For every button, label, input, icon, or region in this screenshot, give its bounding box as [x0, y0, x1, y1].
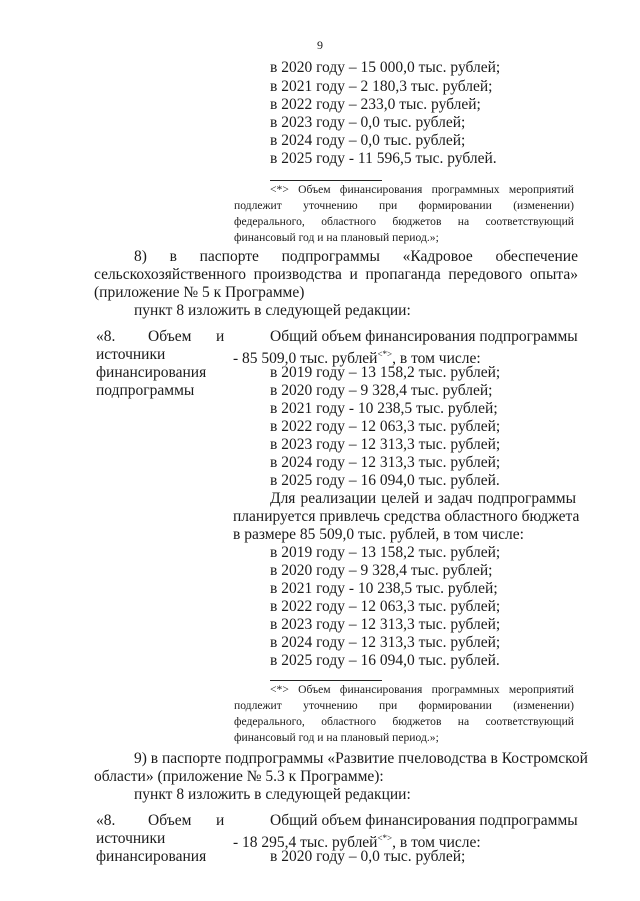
row-number: «8.: [96, 328, 116, 345]
item9-instruction: пункт 8 изложить в следующей редакции:: [134, 786, 411, 803]
row-label: источники: [96, 346, 166, 363]
item8-instruction: пункт 8 изложить в следующей редакции:: [134, 302, 411, 319]
goal-line: планируется привлечь средства областного бюджета: [233, 508, 580, 525]
year-line: в 2021 году - 10 238,5 тыс. рублей;: [270, 400, 498, 417]
goal-line: в размере 85 509,0 тыс. рублей, в том числе:: [233, 526, 524, 543]
item8-line: (приложение № 5 к Программе): [94, 284, 305, 301]
year-line: в 2021 году - 10 238,5 тыс. рублей;: [270, 580, 498, 597]
page-number: 9: [317, 38, 323, 52]
row-label: и: [216, 328, 225, 345]
footnote-mark: <*>: [377, 833, 393, 843]
goal-line: Для реализации целей и задач подпрограммы: [270, 490, 576, 507]
footnote-rule: [270, 180, 382, 181]
item9-line: области» (приложение № 5.3 к Программе):: [94, 768, 384, 785]
total-line: - 85 509,0 тыс. рублей<*>, в том числе:: [233, 349, 481, 367]
item8-heading: 8) в паспорте подпрограммы «Кадровое обеспечение: [134, 248, 578, 265]
footnote-line: федерального, областного бюджетов на соответствующий: [234, 215, 574, 228]
footnote-line: <*> Объем финансирования программных мероприятий: [270, 683, 574, 696]
footnote-line: <*> Объем финансирования программных мероприятий: [270, 183, 574, 196]
year-line: в 2020 году – 9 328,4 тыс. рублей;: [270, 562, 493, 579]
item9-heading: 9) в паспорте подпрограммы «Развитие пчеловодства в Костромской: [134, 750, 588, 767]
total-line: Общий объем финансирования подпрограммы: [270, 812, 578, 829]
year-line: в 2025 году – 16 094,0 тыс. рублей.: [270, 472, 500, 489]
footnote-line: подлежит уточнению при формировании (изменении): [234, 199, 574, 212]
year-line: в 2023 году – 12 313,3 тыс. рублей;: [270, 436, 501, 453]
year-line: в 2024 году – 0,0 тыс. рублей;: [270, 132, 466, 149]
row-label: Объем: [148, 328, 192, 345]
year-line: в 2023 году – 12 313,3 тыс. рублей;: [270, 616, 501, 633]
year-line: в 2020 году – 15 000,0 тыс. рублей;: [270, 59, 501, 76]
footnote-mark: <*>: [377, 349, 393, 359]
year-line: в 2020 году – 9 328,4 тыс. рублей;: [270, 382, 493, 399]
row-label: источники: [96, 830, 166, 847]
year-line: в 2024 году – 12 313,3 тыс. рублей;: [270, 634, 501, 651]
item8-line: сельскохозяйственного производства и пропаганда передового опыта»: [94, 266, 578, 283]
year-line: в 2019 году – 13 158,2 тыс. рублей;: [270, 364, 501, 381]
year-line: в 2023 году – 0,0 тыс. рублей;: [270, 114, 466, 131]
year-line: в 2025 году - 11 596,5 тыс. рублей.: [270, 150, 497, 167]
year-line: в 2024 году – 12 313,3 тыс. рублей;: [270, 454, 501, 471]
footnote-line: подлежит уточнению при формировании (изменении): [234, 699, 574, 712]
footnote-line: федерального, областного бюджетов на соответствующий: [234, 715, 574, 728]
row-label: подпрограммы: [96, 382, 195, 399]
footnote-line: финансовый год и на плановый период.»;: [234, 231, 439, 244]
year-line: в 2021 году – 2 180,3 тыс. рублей;: [270, 78, 493, 95]
row-label: Объем: [148, 812, 192, 829]
total-line: Общий объем финансирования подпрограммы: [270, 328, 578, 345]
year-line: в 2019 году – 13 158,2 тыс. рублей;: [270, 544, 501, 561]
year-line: в 2022 году – 12 063,3 тыс. рублей;: [270, 418, 501, 435]
footnote-line: финансовый год и на плановый период.»;: [234, 731, 439, 744]
year-line: в 2025 году – 16 094,0 тыс. рублей.: [270, 652, 500, 669]
row-label: и: [216, 812, 225, 829]
total-line: - 18 295,4 тыс. рублей<*>, в том числе:: [233, 833, 481, 851]
row-label: финансирования: [96, 364, 207, 381]
footnote-rule: [270, 680, 382, 681]
row-label: финансирования: [96, 848, 207, 865]
year-line: в 2022 году – 12 063,3 тыс. рублей;: [270, 598, 501, 615]
year-line: в 2022 году – 233,0 тыс. рублей;: [270, 96, 481, 113]
row-number: «8.: [96, 812, 116, 829]
year-line: в 2020 году – 0,0 тыс. рублей;: [270, 848, 466, 865]
